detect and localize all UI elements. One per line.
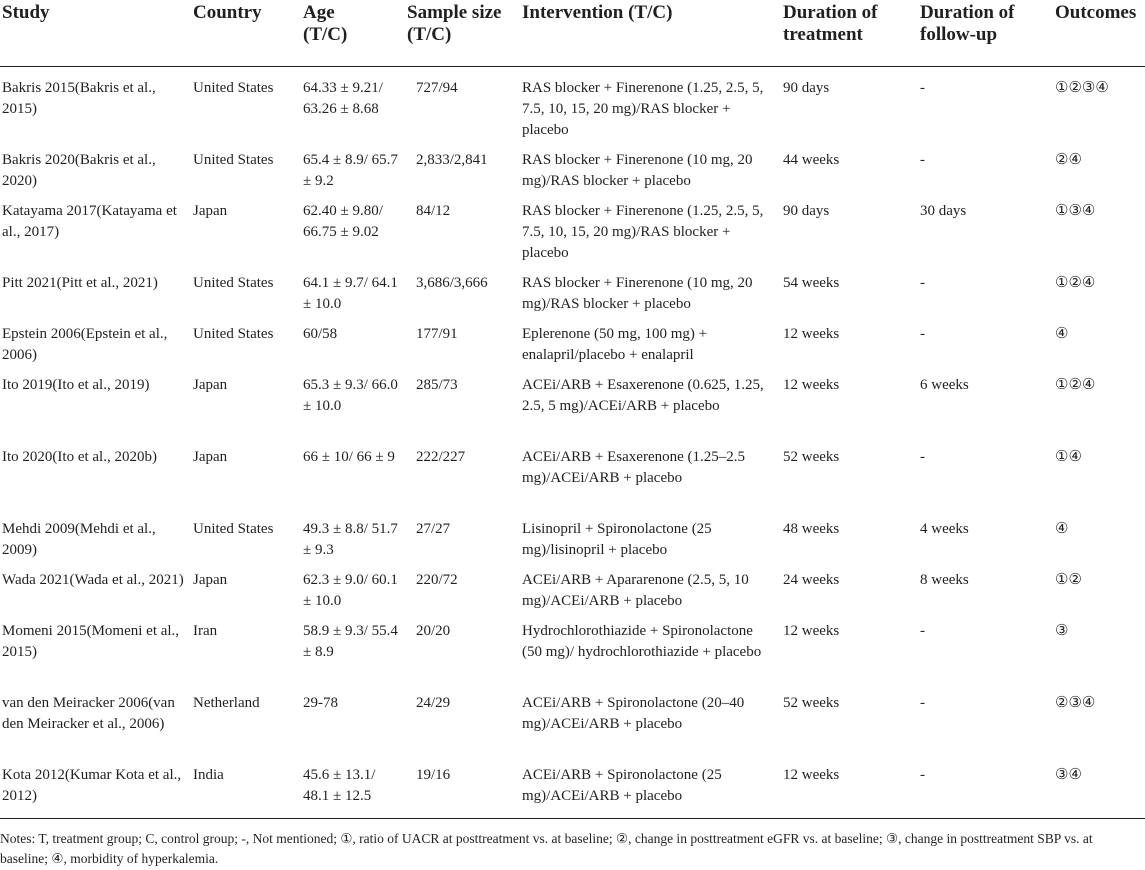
cell-study: Momeni 2015(Momeni et al., 2015) xyxy=(2,623,180,660)
header-country: Country xyxy=(193,2,262,23)
cell-outcomes: ①③④ xyxy=(1055,203,1096,219)
cell-duration-follow-up: 30 days xyxy=(920,203,967,219)
cell-sample-size: 27/27 xyxy=(416,521,451,537)
cell-study: Ito 2019(Ito et al., 2019) xyxy=(2,377,150,393)
cell-duration-follow-up: 6 weeks xyxy=(920,377,969,393)
cell-study: Katayama 2017(Katayama et al., 2017) xyxy=(2,203,177,240)
cell-study: Ito 2020(Ito et al., 2020b) xyxy=(2,449,157,465)
cell-outcomes: ①②④ xyxy=(1055,275,1096,291)
cell-study: Mehdi 2009(Mehdi et al., 2009) xyxy=(2,521,156,558)
cell-age: 64.33 ± 9.21/ 63.26 ± 8.68 xyxy=(303,80,383,117)
cell-duration-follow-up: - xyxy=(920,152,925,168)
header-duration-treatment: Duration of treatment xyxy=(783,2,878,45)
cell-country: United States xyxy=(193,326,274,342)
cell-duration-follow-up: 4 weeks xyxy=(920,521,969,537)
cell-country: United States xyxy=(193,275,274,291)
cell-country: Netherland xyxy=(193,695,260,711)
cell-sample-size: 727/94 xyxy=(416,80,458,96)
cell-country: Japan xyxy=(193,572,228,588)
header-intervention: Intervention (T/C) xyxy=(522,2,673,23)
header-duration-follow-up: Duration of follow-up xyxy=(920,2,1015,45)
cell-duration-treatment: 48 weeks xyxy=(783,521,840,537)
cell-country: Japan xyxy=(193,203,228,219)
cell-intervention: ACEi/ARB + Apararenone (2.5, 5, 10 mg)/ACEi/ARB + placebo xyxy=(522,572,749,609)
cell-intervention: ACEi/ARB + Esaxerenone (0.625, 1.25, 2.5, 5 mg)/ACEi/ARB + placebo xyxy=(522,377,764,414)
cell-outcomes: ①②③④ xyxy=(1055,80,1109,96)
cell-age: 65.3 ± 9.3/ 66.0 ± 10.0 xyxy=(303,377,398,414)
cell-country: Japan xyxy=(193,377,228,393)
cell-outcomes: ②④ xyxy=(1055,152,1082,168)
cell-outcomes: ④ xyxy=(1055,521,1069,537)
cell-age: 49.3 ± 8.8/ 51.7 ± 9.3 xyxy=(303,521,398,558)
cell-duration-treatment: 44 weeks xyxy=(783,152,840,168)
header-divider xyxy=(0,66,1145,67)
cell-age: 29-78 xyxy=(303,695,338,711)
cell-duration-treatment: 54 weeks xyxy=(783,275,840,291)
cell-age: 66 ± 10/ 66 ± 9 xyxy=(303,449,395,465)
cell-outcomes: ③ xyxy=(1055,623,1069,639)
cell-age: 45.6 ± 13.1/ 48.1 ± 12.5 xyxy=(303,767,376,804)
cell-duration-treatment: 90 days xyxy=(783,203,830,219)
cell-outcomes: ①②④ xyxy=(1055,377,1096,393)
cell-duration-follow-up: - xyxy=(920,623,925,639)
cell-country: United States xyxy=(193,80,274,96)
cell-sample-size: 19/16 xyxy=(416,767,451,783)
footer-divider xyxy=(0,818,1145,819)
cell-country: United States xyxy=(193,152,274,168)
cell-study: Bakris 2015(Bakris et al., 2015) xyxy=(2,80,156,117)
cell-intervention: RAS blocker + Finerenone (1.25, 2.5, 5, 7.5, 10, 15, 20 mg)/RAS blocker + placebo xyxy=(522,203,764,261)
header-age: Age (T/C) xyxy=(303,2,348,45)
header-sample-size: Sample size (T/C) xyxy=(407,2,502,45)
cell-study: Wada 2021(Wada et al., 2021) xyxy=(2,572,184,588)
cell-sample-size: 20/20 xyxy=(416,623,451,639)
cell-sample-size: 285/73 xyxy=(416,377,458,393)
cell-outcomes: ②③④ xyxy=(1055,695,1096,711)
cell-duration-treatment: 24 weeks xyxy=(783,572,840,588)
cell-duration-treatment: 52 weeks xyxy=(783,695,840,711)
cell-age: 62.3 ± 9.0/ 60.1 ± 10.0 xyxy=(303,572,398,609)
cell-outcomes: ③④ xyxy=(1055,767,1082,783)
cell-sample-size: 24/29 xyxy=(416,695,451,711)
cell-intervention: RAS blocker + Finerenone (10 mg, 20 mg)/RAS blocker + placebo xyxy=(522,152,753,189)
cell-sample-size: 3,686/3,666 xyxy=(416,275,488,291)
cell-country: United States xyxy=(193,521,274,537)
cell-duration-follow-up: - xyxy=(920,80,925,96)
cell-duration-treatment: 52 weeks xyxy=(783,449,840,465)
cell-outcomes: ①④ xyxy=(1055,449,1082,465)
cell-outcomes: ④ xyxy=(1055,326,1069,342)
cell-country: Iran xyxy=(193,623,218,639)
cell-duration-follow-up: - xyxy=(920,326,925,342)
cell-outcomes: ①② xyxy=(1055,572,1082,588)
header-study: Study xyxy=(2,2,50,23)
cell-study: Pitt 2021(Pitt et al., 2021) xyxy=(2,275,158,291)
cell-intervention: Hydrochlorothiazide + Spironolactone (50 mg)/ hydrochlorothiazide + placebo xyxy=(522,623,762,660)
cell-study: Kota 2012(Kumar Kota et al., 2012) xyxy=(2,767,182,804)
cell-sample-size: 177/91 xyxy=(416,326,458,342)
cell-intervention: ACEi/ARB + Spironolactone (20–40 mg)/ACEi/ARB + placebo xyxy=(522,695,745,732)
cell-age: 65.4 ± 8.9/ 65.7 ± 9.2 xyxy=(303,152,398,189)
cell-age: 64.1 ± 9.7/ 64.1 ± 10.0 xyxy=(303,275,398,312)
cell-intervention: ACEi/ARB + Spironolactone (25 mg)/ACEi/ARB + placebo xyxy=(522,767,722,804)
cell-country: India xyxy=(193,767,224,783)
cell-duration-follow-up: - xyxy=(920,449,925,465)
cell-study: Bakris 2020(Bakris et al., 2020) xyxy=(2,152,156,189)
cell-duration-follow-up: - xyxy=(920,275,925,291)
cell-duration-treatment: 90 days xyxy=(783,80,830,96)
cell-duration-follow-up: - xyxy=(920,695,925,711)
cell-intervention: ACEi/ARB + Esaxerenone (1.25–2.5 mg)/ACEi/ARB + placebo xyxy=(522,449,746,486)
cell-sample-size: 220/72 xyxy=(416,572,458,588)
header-outcomes: Outcomes xyxy=(1055,2,1137,23)
cell-intervention: RAS blocker + Finerenone (1.25, 2.5, 5, 7.5, 10, 15, 20 mg)/RAS blocker + placebo xyxy=(522,80,764,138)
cell-duration-treatment: 12 weeks xyxy=(783,623,840,639)
cell-intervention: Eplerenone (50 mg, 100 mg) + enalapril/placebo + enalapril xyxy=(522,326,708,363)
cell-duration-treatment: 12 weeks xyxy=(783,377,840,393)
cell-age: 62.40 ± 9.80/ 66.75 ± 9.02 xyxy=(303,203,383,240)
cell-duration-treatment: 12 weeks xyxy=(783,767,840,783)
cell-sample-size: 222/227 xyxy=(416,449,466,465)
cell-age: 60/58 xyxy=(303,326,338,342)
cell-country: Japan xyxy=(193,449,228,465)
cell-duration-follow-up: 8 weeks xyxy=(920,572,969,588)
cell-study: Epstein 2006(Epstein et al., 2006) xyxy=(2,326,168,363)
cell-duration-follow-up: - xyxy=(920,767,925,783)
cell-intervention: RAS blocker + Finerenone (10 mg, 20 mg)/RAS blocker + placebo xyxy=(522,275,753,312)
table-notes: Notes: T, treatment group; C, control group; -, Not mentioned; ①, ratio of UACR at posttreatment vs. at baseline; ②, change in posttreatment eGFR vs. at baseline; ③, change in posttreatment SBP vs. at baseline; ④, morbidity of hyperkalemia. xyxy=(0,831,1093,866)
cell-study: van den Meiracker 2006(van den Meiracker et al., 2006) xyxy=(2,695,175,732)
cell-age: 58.9 ± 9.3/ 55.4 ± 8.9 xyxy=(303,623,398,660)
cell-intervention: Lisinopril + Spironolactone (25 mg)/lisinopril + placebo xyxy=(522,521,712,558)
cell-sample-size: 84/12 xyxy=(416,203,451,219)
cell-duration-treatment: 12 weeks xyxy=(783,326,840,342)
cell-sample-size: 2,833/2,841 xyxy=(416,152,488,168)
